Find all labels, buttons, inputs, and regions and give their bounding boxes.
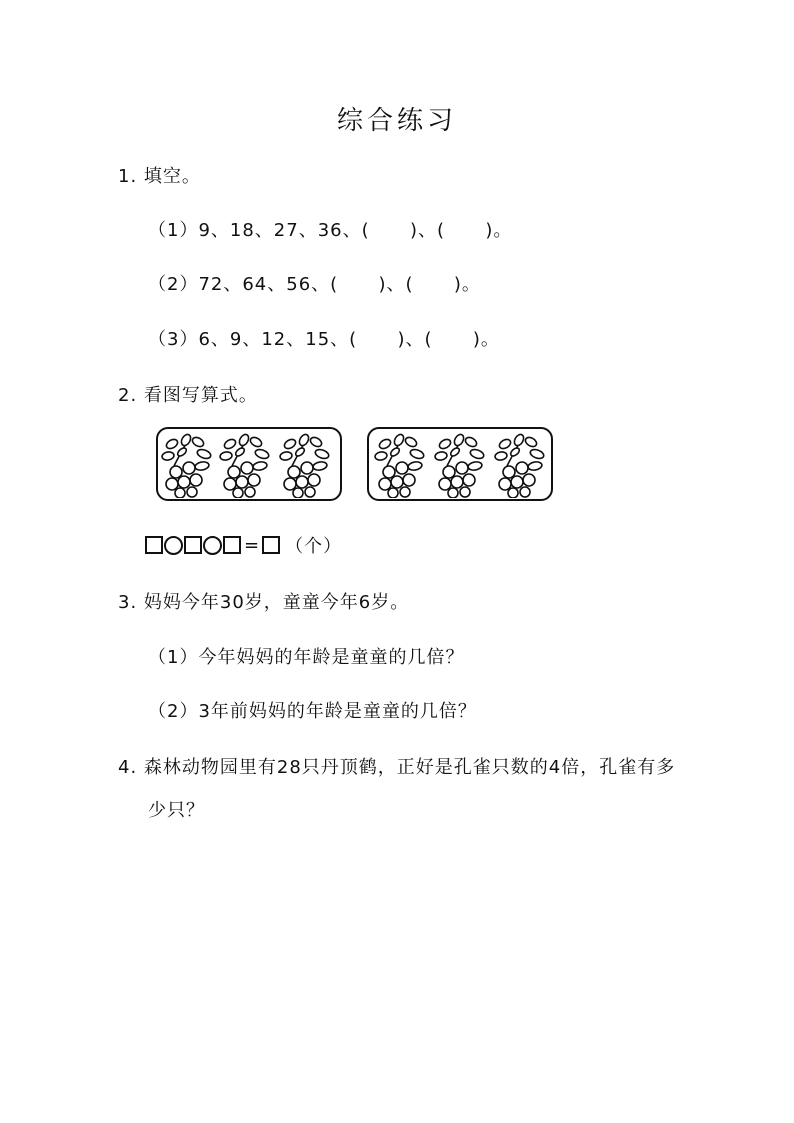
berry-cluster-icon xyxy=(373,432,429,498)
q1-item-3: （3）6、9、12、15、( )、( )。 xyxy=(148,329,500,350)
equation-template xyxy=(145,532,342,558)
q4-line-1: 4. 森林动物园里有28只丹顶鹤，正好是孔雀只数的4倍，孔雀有多 xyxy=(118,757,676,778)
blank-square[interactable] xyxy=(223,536,241,554)
blank-circle[interactable] xyxy=(164,536,183,555)
q1-item-2: （2）72、64、56、( )、( )。 xyxy=(148,274,481,295)
fruit-group-box-left xyxy=(156,427,342,501)
q2-heading: 2. 看图写算式。 xyxy=(118,385,258,406)
blank-square[interactable] xyxy=(184,536,202,554)
q3-item-1: （1）今年妈妈的年龄是童童的几倍？ xyxy=(148,647,465,668)
berry-cluster-icon xyxy=(493,432,549,498)
q1-heading: 1. 填空。 xyxy=(118,166,201,187)
berry-cluster-icon xyxy=(278,432,334,498)
q4-line-2: 少只？ xyxy=(148,800,205,821)
answer-square[interactable] xyxy=(262,536,280,554)
q3-item-2: （2）3年前妈妈的年龄是童童的几倍？ xyxy=(148,701,477,722)
blank-square[interactable] xyxy=(145,536,163,554)
equals-sign: = xyxy=(244,534,260,556)
q1-item-1: （1）9、18、27、36、( )、( )。 xyxy=(148,220,513,241)
page-title: 综合练习 xyxy=(336,106,457,136)
berry-cluster-icon xyxy=(433,432,489,498)
fruit-group-box-right xyxy=(367,427,553,501)
unit-label: （个） xyxy=(285,536,343,557)
berry-cluster-icon xyxy=(160,432,216,498)
q3-heading: 3. 妈妈今年30岁，童童今年6岁。 xyxy=(118,592,410,613)
blank-circle[interactable] xyxy=(203,536,222,555)
berry-cluster-icon xyxy=(218,432,274,498)
